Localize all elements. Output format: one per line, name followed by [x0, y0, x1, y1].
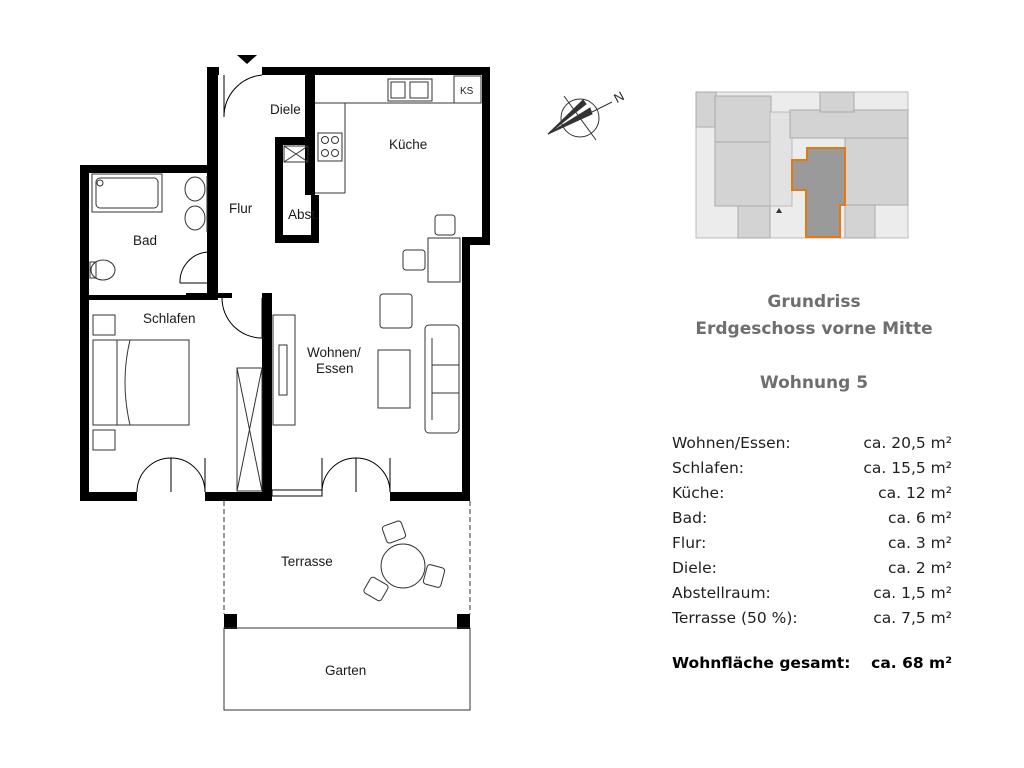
room-label-bad: Bad [133, 233, 158, 248]
area-value: ca. 6 m² [888, 508, 952, 527]
area-row [672, 430, 952, 455]
area-value: ca. 2 m² [888, 558, 952, 577]
kitchen-counter [315, 76, 481, 193]
room-label-kueche: Küche [389, 137, 428, 152]
area-value: ca. 3 m² [888, 533, 952, 552]
room-label-flur: Flur [229, 201, 253, 216]
area-row [672, 530, 952, 555]
room-label-garten: Garten [325, 663, 367, 678]
room-label-terrasse: Terrasse [281, 554, 333, 569]
area-room: Flur: [672, 533, 707, 552]
heading-line2: Erdgeschoss vorne Mitte [695, 319, 933, 339]
bathtub [92, 174, 162, 212]
bedroom-door [222, 298, 262, 338]
area-value: ca. 7,5 m² [873, 608, 952, 627]
room-label-essen: Essen [316, 361, 354, 376]
area-room: Schlafen: [672, 458, 745, 477]
room-label-schlafen: Schlafen [143, 311, 196, 326]
terrace-table [363, 520, 445, 602]
area-value: ca. 12 m² [878, 483, 952, 502]
area-value: ca. 1,5 m² [873, 583, 952, 602]
area-room: Terrasse (50 %): [672, 608, 798, 627]
entrance-arrow-icon [237, 55, 257, 64]
sofa [425, 325, 459, 433]
entrance-door [224, 75, 262, 117]
fridge-label: KS [460, 86, 474, 97]
washbasins [185, 176, 207, 232]
coffee-table [378, 350, 410, 408]
window-opening [272, 490, 322, 496]
toilet [90, 260, 115, 280]
area-table [672, 430, 952, 630]
dining-table [403, 215, 460, 282]
bath-door [180, 252, 207, 283]
terrace-outline [224, 501, 470, 628]
total-area [672, 654, 952, 672]
area-row [672, 455, 952, 480]
compass-icon [548, 96, 612, 140]
area-room: Diele: [672, 558, 717, 577]
area-value: ca. 20,5 m² [863, 433, 952, 452]
armchair [380, 294, 412, 328]
heading-line1: Grundriss [767, 292, 861, 312]
room-label-abst: Abst. [288, 207, 319, 222]
bed [93, 315, 189, 450]
area-room: Abstellraum: [672, 583, 771, 602]
unit-title: Wohnung 5 [759, 373, 869, 393]
area-room: Küche: [672, 483, 725, 502]
area-row [672, 605, 952, 630]
walls [80, 67, 490, 629]
living-patio-doors [322, 458, 390, 492]
area-row [672, 555, 952, 580]
total-value: ca. 68 m² [871, 654, 952, 672]
room-label-wohnen: Wohnen/ [307, 345, 361, 360]
total-label: Wohnfläche gesamt: [672, 654, 851, 672]
wardrobe [237, 368, 262, 491]
storage-shelf [284, 146, 308, 162]
site-plan [696, 92, 908, 238]
area-row [672, 480, 952, 505]
compass-north-label: N [611, 88, 627, 106]
area-room: Wohnen/Essen: [672, 433, 791, 452]
area-value: ca. 15,5 m² [863, 458, 952, 477]
area-room: Bad: [672, 508, 708, 527]
area-row [672, 505, 952, 530]
area-row [672, 580, 952, 605]
bedroom-patio-doors [137, 458, 205, 492]
tv-unit [273, 315, 295, 425]
room-label-diele: Diele [270, 102, 301, 117]
